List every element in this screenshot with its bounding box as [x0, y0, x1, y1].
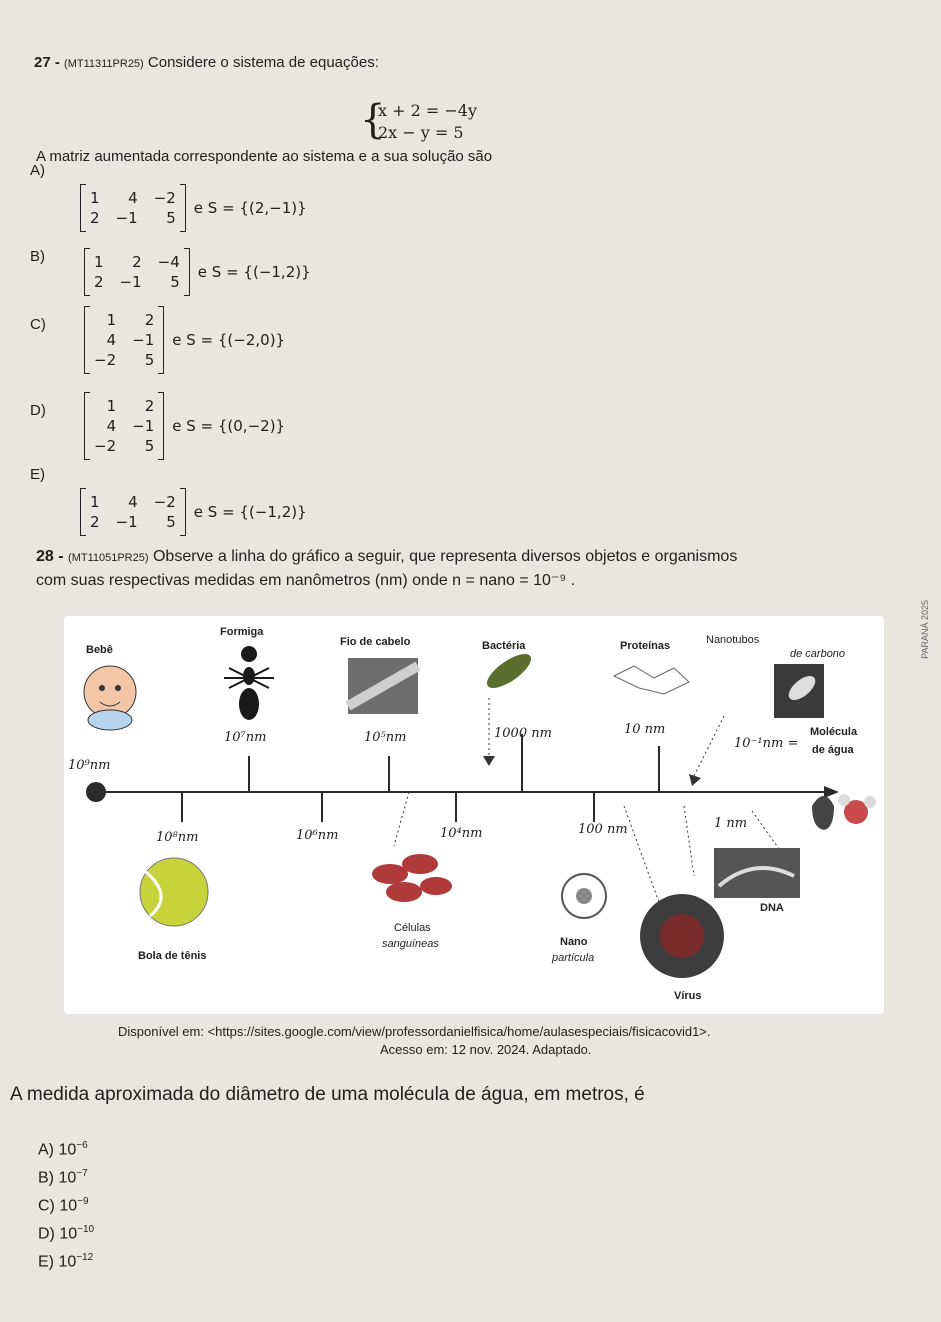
- label-cells: Células: [394, 922, 431, 934]
- option-letter: B): [30, 248, 45, 265]
- option-letter: A): [30, 162, 45, 179]
- matrix-cell: 2: [90, 513, 100, 531]
- q27-option-a[interactable]: [30, 162, 544, 234]
- value-1e9: 10⁹nm: [68, 758, 111, 773]
- q28-number: 28 -: [36, 548, 64, 565]
- baby-icon: [84, 666, 136, 730]
- q27-code: (MT11311PR25): [64, 58, 144, 70]
- scale-arrow-head: [824, 786, 839, 798]
- q28-header: [36, 548, 737, 566]
- q28-option-e[interactable]: [38, 1252, 93, 1271]
- source-line1: Disponível em: <https://sites.google.com/view/professordanielfisica/home/aulasespeciais/fisicacovid1>.: [118, 1024, 711, 1039]
- augmented-matrix: [80, 184, 307, 232]
- matrix-cell: −2: [153, 189, 176, 207]
- option-exponent: −9: [77, 1196, 89, 1207]
- matrix-cell: 4: [128, 189, 138, 207]
- option-exponent: −6: [76, 1140, 88, 1151]
- q27-header: [34, 54, 379, 71]
- matrix-cell: 1: [94, 253, 104, 271]
- matrix-cell: 5: [166, 209, 176, 227]
- value-1e7: 10⁷nm: [224, 730, 267, 745]
- nanoparticle-icon: [562, 874, 606, 918]
- matrix-cell: 5: [170, 273, 180, 291]
- augmented-matrix: [80, 488, 307, 536]
- label-molecule: Molécula: [810, 726, 858, 738]
- option-letter: A): [38, 1141, 59, 1159]
- q28-prompt-line1: Observe a linha do gráfico a seguir, que representa diversos objetos e organismos: [152, 548, 738, 565]
- q28-prompt-line2: com suas respectivas medidas em nanômetros (nm) onde n = nano = 10⁻⁹ .: [36, 572, 576, 589]
- option-value: 10: [58, 1141, 77, 1159]
- water-molecule-icon: [812, 794, 876, 830]
- q27-option-b[interactable]: [30, 248, 544, 312]
- label-baby: Bebê: [86, 644, 113, 656]
- label-nanotubes: Nanotubos: [706, 634, 760, 646]
- matrix-cell: −2: [153, 493, 176, 511]
- matrix-cell: 2: [132, 253, 142, 271]
- matrix-cell: −1: [119, 273, 142, 291]
- matrix-cell: 4: [106, 417, 117, 435]
- solution-set: e S = {(2,−1)}: [193, 199, 307, 217]
- q28-option-b[interactable]: [38, 1168, 88, 1187]
- label-particle: partícula: [552, 952, 595, 964]
- augmented-matrix: [84, 306, 285, 374]
- q27-number: 27 -: [34, 54, 60, 71]
- value-1e5: 10⁵nm: [364, 730, 407, 745]
- value-1e-1: 10⁻¹nm =: [734, 736, 799, 751]
- matrix-cell: −1: [132, 417, 155, 435]
- blood-cells-icon: [372, 854, 452, 902]
- value-10: 10 nm: [624, 722, 666, 737]
- solution-set: e S = {(−2,0)}: [172, 331, 286, 349]
- matrix-cell: 5: [144, 437, 155, 455]
- matrix-cell: 2: [144, 311, 155, 329]
- augmented-matrix: [84, 248, 311, 296]
- matrix-cell: −1: [115, 513, 138, 531]
- option-exponent: −7: [76, 1168, 88, 1179]
- matrix-cell: −2: [94, 351, 117, 369]
- option-value: 10: [59, 1225, 78, 1243]
- matrix-cell: 1: [90, 189, 100, 207]
- matrix-bracket-right: [180, 184, 186, 232]
- q28-question: A medida aproximada do diâmetro de uma molécula de água, em metros, é: [10, 1084, 645, 1105]
- matrix-bracket-right: [158, 392, 164, 460]
- label-water: de água: [812, 744, 854, 756]
- matrix-cell: 1: [106, 311, 117, 329]
- label-carbon: de carbono: [790, 648, 846, 660]
- option-letter: E): [30, 466, 45, 483]
- option-letter: B): [38, 1169, 59, 1187]
- label-blood: sanguíneas: [382, 938, 439, 950]
- ant-icon: [224, 646, 274, 720]
- option-value: 10: [58, 1169, 77, 1187]
- option-exponent: −10: [77, 1224, 95, 1235]
- source-line2: Acesso em: 12 nov. 2024. Adaptado.: [380, 1042, 592, 1057]
- option-letter: D): [30, 402, 46, 419]
- bacteria-icon: [482, 648, 536, 694]
- matrix-cell: −1: [132, 331, 155, 349]
- matrix-bracket-right: [184, 248, 190, 296]
- matrix-cell: 2: [90, 209, 100, 227]
- label-bacteria: Bactéria: [482, 640, 526, 652]
- label-virus: Vírus: [674, 990, 702, 1002]
- equation-1: x + 2 = −4y: [378, 101, 477, 120]
- augmented-matrix: [84, 392, 285, 460]
- solution-set: e S = {(0,−2)}: [172, 417, 286, 435]
- q28-code: (MT11051PR25): [68, 552, 149, 564]
- value-100: 100 nm: [578, 822, 628, 837]
- value-1: 1 nm: [714, 816, 748, 831]
- q27-statement: A matriz aumentada correspondente ao sistema e a sua solução são: [36, 148, 493, 165]
- size-scale-chart: [64, 616, 884, 1014]
- value-1e8: 10⁸nm: [156, 830, 199, 845]
- label-ant: Formiga: [220, 626, 264, 638]
- matrix-cell: 4: [106, 331, 117, 349]
- matrix-cell: 5: [144, 351, 155, 369]
- equation-2: 2x − y = 5: [378, 123, 464, 142]
- matrix-cell: −4: [157, 253, 180, 271]
- q27-prompt: Considere o sistema de equações:: [147, 54, 379, 71]
- option-value: 10: [59, 1197, 78, 1215]
- value-1e4: 10⁴nm: [440, 826, 483, 841]
- scale-start-dot: [86, 782, 106, 802]
- matrix-cell: 1: [90, 493, 100, 511]
- label-tennis-ball: Bola de tênis: [138, 950, 207, 962]
- option-exponent: −12: [76, 1252, 94, 1263]
- matrix-cell: 2: [144, 397, 155, 415]
- option-letter: D): [38, 1225, 60, 1243]
- matrix-cell: 5: [166, 513, 176, 531]
- matrix-cell: 2: [94, 273, 104, 291]
- matrix-cell: −1: [115, 209, 138, 227]
- value-1e6: 10⁶nm: [296, 828, 339, 843]
- solution-set: e S = {(−1,2)}: [197, 263, 311, 281]
- matrix-bracket-right: [158, 306, 164, 374]
- label-dna: DNA: [760, 902, 784, 914]
- matrix-cell: −2: [94, 437, 117, 455]
- value-1000: 1000 nm: [494, 726, 552, 741]
- q27-option-e[interactable]: [30, 466, 532, 538]
- q27-option-d[interactable]: [30, 392, 532, 478]
- protein-icon: [614, 666, 689, 694]
- matrix-bracket-right: [180, 488, 186, 536]
- q28-option-c[interactable]: [38, 1196, 89, 1215]
- option-value: 10: [58, 1253, 77, 1271]
- margin-text: PARANÁ 2025: [920, 600, 930, 659]
- label-nano: Nano: [560, 936, 588, 948]
- equation-system: { x + 2 = −4y 2x − y = 5: [360, 97, 477, 143]
- option-letter: E): [38, 1253, 59, 1271]
- solution-set: e S = {(−1,2)}: [193, 503, 307, 521]
- matrix-cell: 1: [106, 397, 117, 415]
- option-letter: C): [30, 316, 46, 333]
- label-proteins: Proteínas: [620, 640, 671, 652]
- label-hair: Fio de cabelo: [340, 636, 411, 648]
- q28-option-a[interactable]: [38, 1140, 88, 1159]
- option-letter: C): [38, 1197, 60, 1215]
- matrix-cell: 4: [128, 493, 138, 511]
- q28-option-d[interactable]: [38, 1224, 94, 1243]
- q27-option-c[interactable]: [30, 306, 532, 392]
